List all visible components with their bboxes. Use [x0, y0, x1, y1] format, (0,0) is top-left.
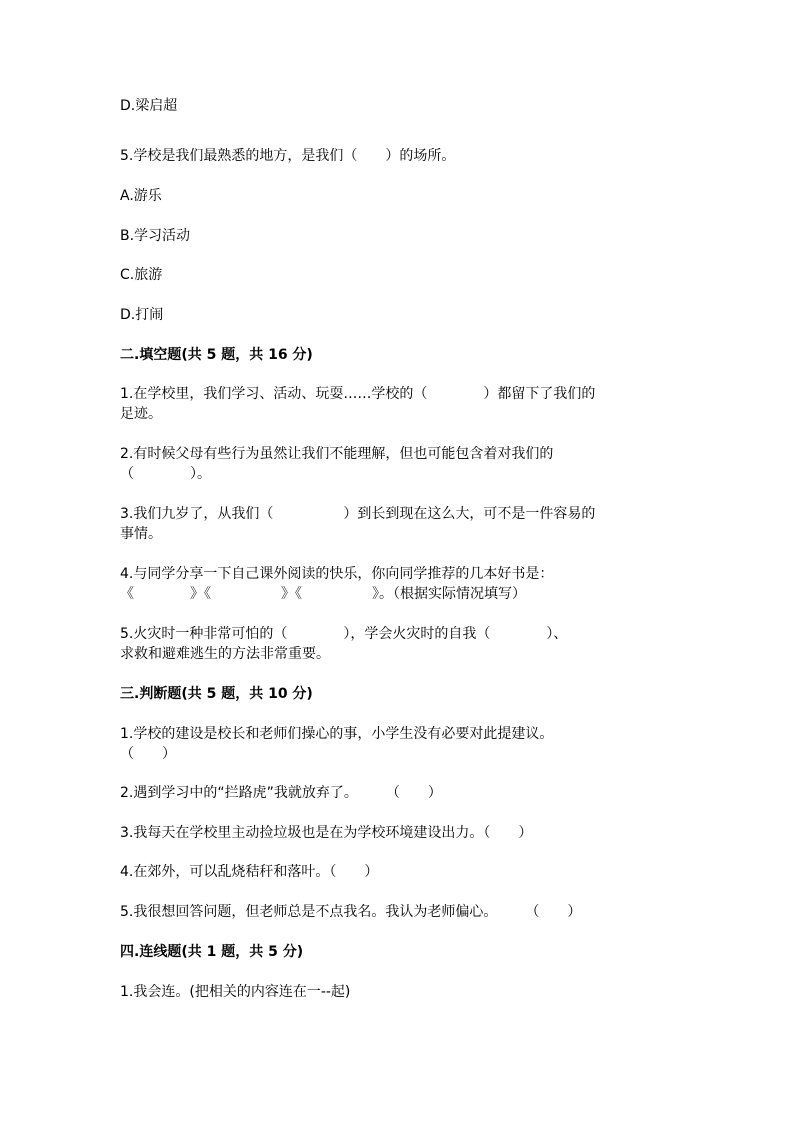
judgement-q1-line1: 1.学校的建设是校长和老师们操心的事，小学生没有必要对此提建议。	[120, 726, 554, 742]
section-heading-matching: 四.连线题(共 1 题，共 5 分)	[120, 944, 304, 960]
fill-blank-q2-line1: 2.有时候父母有些行为虽然让我们不能理解，但也可能包含着对我们的	[120, 446, 554, 462]
option-b: B.学习活动	[120, 228, 191, 244]
judgement-q2: 2.遇到学习中的“拦路虎”我就放弃了。 （ ）	[120, 785, 442, 801]
fill-blank-q2-line2: （ ）。	[120, 466, 211, 482]
judgement-q1-line2: （ ）	[120, 746, 176, 762]
judgement-q3: 3.我每天在学校里主动捡垃圾也是在为学校环境建设出力。（ ）	[120, 825, 533, 841]
fill-blank-q1-line2: 足迹。	[120, 406, 162, 422]
fill-blank-q3-line2: 事情。	[120, 526, 162, 542]
section-heading-judgement: 三.判断题(共 5 题，共 10 分)	[120, 686, 313, 702]
judgement-q5: 5.我很想回答问题，但老师总是不点我名。我认为老师偏心。 （ ）	[120, 904, 582, 920]
option-d: D.打闹	[120, 307, 164, 323]
option-a: A.游乐	[120, 188, 162, 204]
fill-blank-q1-line1: 1.在学校里，我们学习、活动、玩耍……学校的（ ）都留下了我们的	[120, 386, 596, 402]
fill-blank-q4-line2: 《 》《 》《 》。（根据实际情况填写）	[120, 586, 526, 602]
fill-blank-q5-line1: 5.火灾时一种非常可怕的（ ），学会火灾时的自我（ ）、	[120, 626, 568, 642]
option-5-d-prev: D.梁启超	[120, 98, 178, 114]
fill-blank-q5-line2: 求救和避难逃生的方法非常重要。	[120, 646, 330, 662]
fill-blank-q4-line1: 4.与同学分享一下自己课外阅读的快乐，你向同学推荐的几本好书是：	[120, 566, 554, 582]
judgement-q4: 4.在郊外，可以乱烧秸秆和落叶。（ ）	[120, 864, 379, 880]
option-c: C.旅游	[120, 267, 163, 283]
fill-blank-q3-line1: 3.我们九岁了，从我们（ ）到长到现在这么大，可不是一件容易的	[120, 506, 596, 522]
matching-q1: 1.我会连。(把相关的内容连在一--起)	[120, 984, 351, 1000]
section-heading-fill-blank: 二.填空题(共 5 题，共 16 分)	[120, 347, 313, 363]
question-1-5: 5.学校是我们最熟悉的地方，是我们（ ）的场所。	[120, 148, 456, 164]
